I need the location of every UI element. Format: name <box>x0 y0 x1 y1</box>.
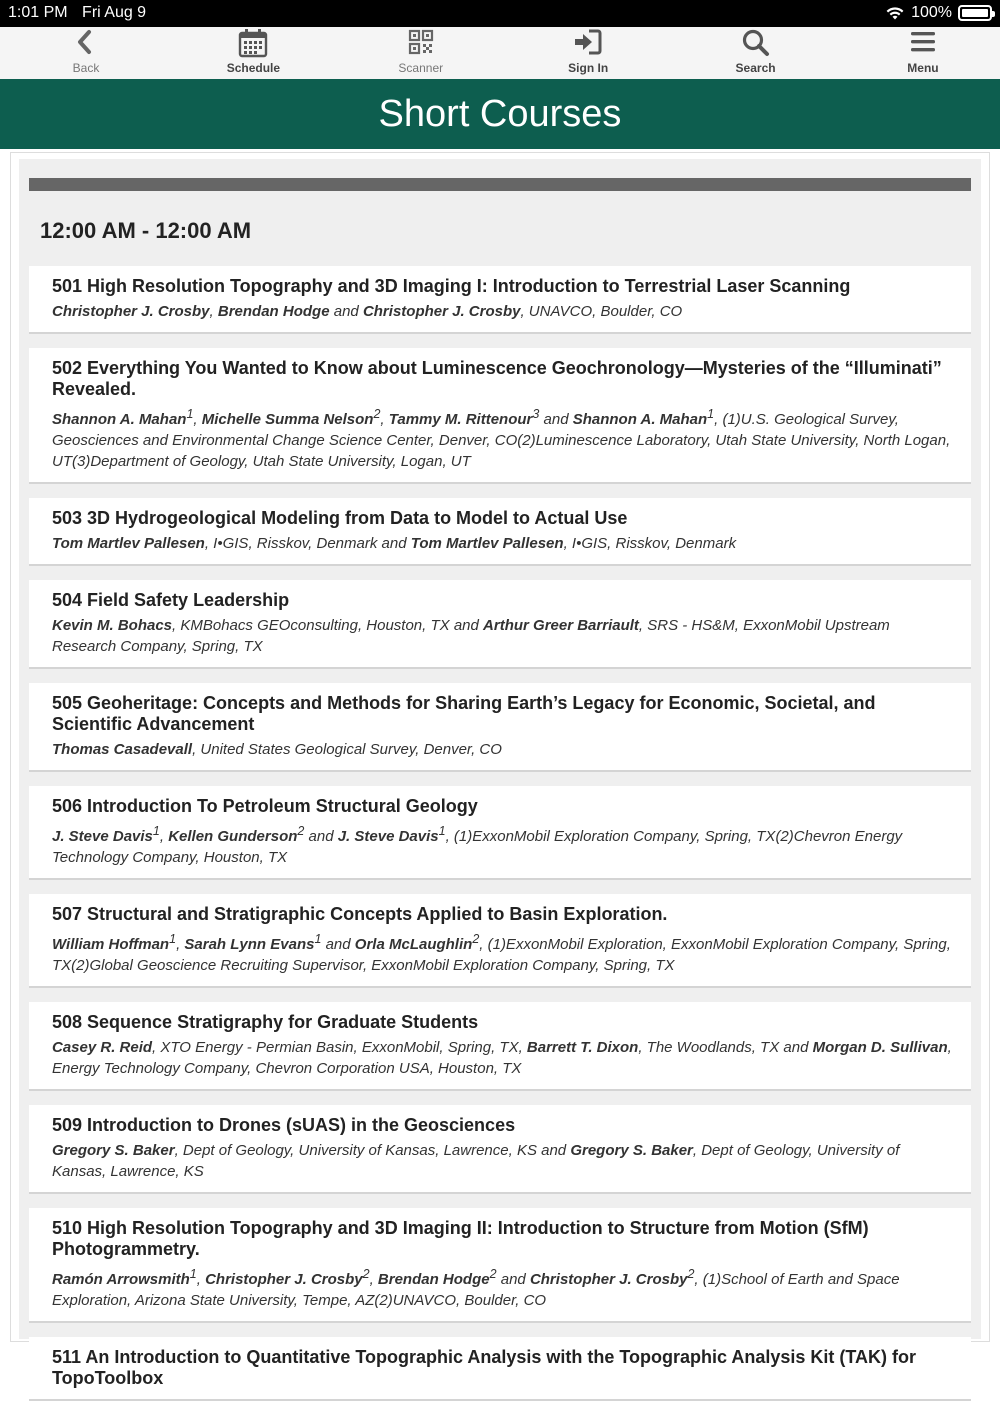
author-name: Casey R. Reid <box>52 1039 153 1056</box>
course-title[interactable]: 507 Structural and Stratigraphic Concepts Applied to Basin Exploration. <box>52 904 668 924</box>
affiliation-index: 2 <box>373 407 381 421</box>
affiliation-index: 2 <box>472 932 480 946</box>
course-item[interactable] <box>29 786 971 880</box>
author-name: Tom Martlev Pallesen <box>52 535 205 552</box>
back-label: Back <box>72 61 100 75</box>
author-name: Christopher J. Crosby <box>529 1271 688 1288</box>
author-text: , XTO Energy - Permian Basin, ExxonMobil, Spring, TX, <box>152 1039 527 1056</box>
author-name: Ramón Arrowsmith <box>52 1271 190 1288</box>
author-text: , United States Geological Survey, Denver, CO <box>192 741 502 758</box>
course-item[interactable] <box>29 1105 971 1194</box>
schedule-button[interactable] <box>209 27 297 79</box>
author-text: , <box>196 1271 206 1288</box>
author-text: and <box>304 828 338 845</box>
author-text: , (1)U.S. Geological Survey, Geosciences and Environmental Change Science Center, Denver, CO(2)Luminescence Laboratory, Utah State University, North Logan, UT(3)Department of Geology, Utah State University, Logan, UT <box>52 411 951 470</box>
author-text: , <box>176 936 185 953</box>
author-name: Barrett T. Dixon <box>526 1039 639 1056</box>
time-heading: 12:00 AM - 12:00 AM <box>40 218 252 243</box>
course-authors <box>52 1264 957 1311</box>
section-divider <box>29 178 971 191</box>
author-name: Michelle Summa Nelson <box>201 411 374 428</box>
menu-icon <box>908 28 938 58</box>
course-item[interactable] <box>29 580 971 669</box>
author-name: Shannon A. Mahan <box>52 411 187 428</box>
author-text: , Dept of Geology, University of Kansas, Lawrence, KS <box>52 1142 900 1180</box>
author-text: and <box>321 936 355 953</box>
course-title[interactable]: 510 High Resolution Topography and 3D Imaging II: Introduction to Structure from Motion (SfM) Photogrammetry. <box>52 1218 869 1259</box>
course-item[interactable] <box>29 1208 971 1323</box>
back-icon <box>71 28 101 58</box>
author-name: Kevin M. Bohacs <box>52 617 173 634</box>
course-title[interactable]: 503 3D Hydrogeological Modeling from Data to Model to Actual Use <box>52 508 628 528</box>
author-name: Christopher J. Crosby <box>52 303 210 320</box>
search-button[interactable] <box>712 27 800 79</box>
author-text: , Energy Technology Company, Chevron Corporation USA, Houston, TX <box>52 1039 952 1077</box>
course-item[interactable] <box>29 683 971 772</box>
author-text: , The Woodlands, TX and <box>638 1039 813 1056</box>
search-label: Search <box>735 61 776 75</box>
affiliation-index: 1 <box>707 407 715 421</box>
status-left <box>8 4 156 22</box>
course-item[interactable] <box>29 498 971 566</box>
author-text: , <box>380 411 389 428</box>
toolbar <box>0 27 1000 79</box>
scanner-button[interactable] <box>377 27 465 79</box>
author-name: Gregory S. Baker <box>52 1142 175 1159</box>
author-name: Brendan Hodge <box>377 1271 490 1288</box>
status-right <box>885 4 992 22</box>
author-text: , <box>209 303 218 320</box>
affiliation-index: 1 <box>314 932 322 946</box>
menu-label: Menu <box>907 61 939 75</box>
author-text: , (1)School of Earth and Space Exploration, Arizona State University, Tempe, AZ(2)UNAVCO, Boulder, CO <box>52 1271 900 1309</box>
author-name: Tammy M. Rittenour <box>388 411 533 428</box>
author-name: Christopher J. Crosby <box>205 1271 363 1288</box>
course-item[interactable] <box>29 1337 971 1401</box>
course-title[interactable]: 505 Geoheritage: Concepts and Methods for Sharing Earth’s Legacy for Economic, Societal, and Scientific Advancement <box>52 693 876 734</box>
author-name: Thomas Casadevall <box>52 741 193 758</box>
author-name: William Hoffman <box>52 936 170 953</box>
author-text: , (1)ExxonMobil Exploration, ExxonMobil Exploration Company, Spring, TX(2)Global Geoscience Recruiting Supervisor, ExxonMobil Exploration Company, Spring, TX <box>52 936 951 974</box>
course-authors <box>52 615 957 657</box>
affiliation-index: 3 <box>532 407 540 421</box>
affiliation-index: 2 <box>362 1267 370 1281</box>
course-authors <box>52 404 957 472</box>
author-text: , KMBohacs GEOconsulting, Houston, TX and <box>172 617 484 634</box>
course-title[interactable]: 504 Field Safety Leadership <box>52 590 290 610</box>
author-name: Sarah Lynn Evans <box>184 936 315 953</box>
page-title: Short Courses <box>378 92 622 135</box>
qr-icon <box>406 28 436 58</box>
author-text: and <box>539 411 573 428</box>
author-name: Morgan D. Sullivan <box>812 1039 948 1056</box>
author-text: , I•GIS, Risskov, Denmark <box>563 535 737 552</box>
author-name: Shannon A. Mahan <box>572 411 708 428</box>
course-authors <box>52 739 957 760</box>
search-icon <box>741 28 771 58</box>
sign-in-button[interactable] <box>544 27 632 79</box>
course-authors <box>52 929 957 976</box>
affiliation-index: 1 <box>152 824 160 838</box>
course-authors <box>52 533 957 554</box>
author-name: Christopher J. Crosby <box>362 303 521 320</box>
status-bar <box>0 0 1000 27</box>
course-title[interactable]: 501 High Resolution Topography and 3D Imaging I: Introduction to Terrestrial Laser Scanning <box>52 276 851 296</box>
course-title[interactable]: 506 Introduction To Petroleum Structural Geology <box>52 796 478 816</box>
scanner-label: Scanner <box>398 61 444 75</box>
author-text: and <box>329 303 363 320</box>
affiliation-index: 2 <box>687 1267 695 1281</box>
author-text: , UNAVCO, Boulder, CO <box>520 303 683 320</box>
course-item[interactable] <box>29 266 971 334</box>
affiliation-index: 1 <box>169 932 177 946</box>
schedule-label: Schedule <box>226 61 281 75</box>
status-date: Fri Aug 9 <box>82 4 147 21</box>
author-name: J. Steve Davis <box>52 828 153 845</box>
sign-in-label: Sign In <box>568 61 609 75</box>
status-time: 1:01 PM <box>8 4 68 21</box>
course-authors <box>52 301 957 322</box>
affiliation-index: 2 <box>489 1267 497 1281</box>
course-item[interactable] <box>29 894 971 988</box>
affiliation-index: 1 <box>189 1267 197 1281</box>
author-name: J. Steve Davis <box>337 828 439 845</box>
battery-percent: 100% <box>911 4 952 21</box>
course-title[interactable]: 502 Everything You Wanted to Know about Luminescence Geochronology—Mysteries of the “Illuminati” Revealed. <box>52 358 942 399</box>
back-button[interactable] <box>42 27 130 79</box>
author-name: Brendan Hodge <box>217 303 330 320</box>
course-list <box>29 266 971 1415</box>
author-text: , Dept of Geology, University of Kansas, Lawrence, KS and <box>174 1142 571 1159</box>
author-name: Gregory S. Baker <box>570 1142 693 1159</box>
author-text: , <box>369 1271 378 1288</box>
author-name: Orla McLaughlin <box>354 936 473 953</box>
affiliation-index: 1 <box>186 407 194 421</box>
course-authors <box>52 1037 957 1079</box>
course-title[interactable]: 509 Introduction to Drones (sUAS) in the Geosciences <box>52 1115 516 1135</box>
calendar-icon <box>238 28 268 58</box>
course-title[interactable]: 511 An Introduction to Quantitative Topographic Analysis with the Topographic Analysis Kit (TAK) for TopoToolbox <box>52 1347 917 1388</box>
sign-in-icon <box>573 28 603 58</box>
author-text: , I•GIS, Risskov, Denmark and <box>204 535 411 552</box>
course-item[interactable] <box>29 348 971 484</box>
author-name: Arthur Greer Barriault <box>483 617 639 634</box>
course-authors <box>52 821 957 868</box>
author-text: , (1)ExxonMobil Exploration Company, Spring, TX(2)Chevron Energy Technology Company, Houston, TX <box>52 828 903 866</box>
affiliation-index: 1 <box>438 824 446 838</box>
course-title[interactable]: 508 Sequence Stratigraphy for Graduate Students <box>52 1012 479 1032</box>
author-name: Tom Martlev Pallesen <box>410 535 564 552</box>
page-banner <box>0 79 1000 149</box>
author-text: , <box>159 828 169 845</box>
author-name: Kellen Gunderson <box>168 828 298 845</box>
author-text: , <box>193 411 202 428</box>
author-text: and <box>496 1271 530 1288</box>
author-text: , SRS - HS&M, ExxonMobil Upstream Research Company, Spring, TX <box>52 617 890 655</box>
course-authors <box>52 1140 957 1182</box>
battery-icon <box>958 5 992 21</box>
wifi-icon <box>885 5 905 21</box>
menu-button[interactable] <box>879 27 967 79</box>
course-item[interactable] <box>29 1002 971 1091</box>
affiliation-index: 2 <box>297 824 305 838</box>
